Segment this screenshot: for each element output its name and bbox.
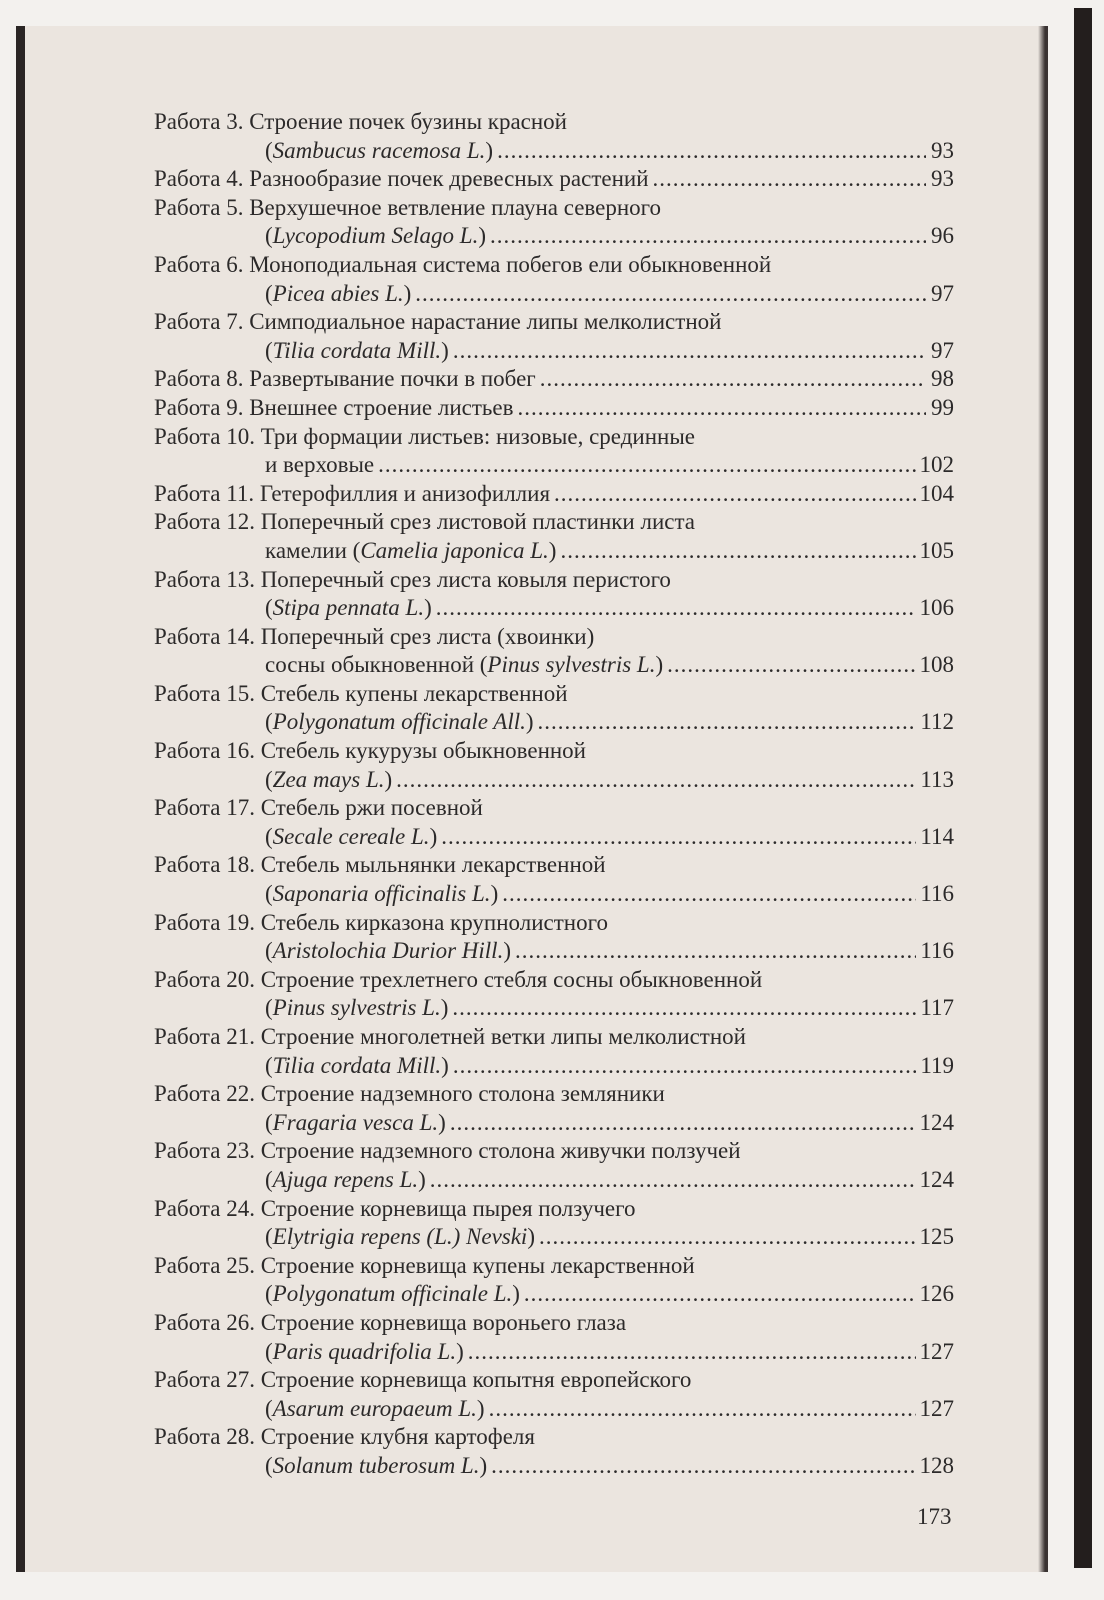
dot-leader: [538, 708, 917, 737]
dot-leader: [396, 766, 916, 795]
toc-page-number: 114: [920, 823, 954, 849]
subtitle-suffix: ): [429, 823, 438, 849]
toc-entry: [154, 1195, 954, 1252]
toc-page-number: 93: [931, 166, 954, 192]
toc-entry: [154, 1137, 954, 1194]
subtitle-suffix: ): [548, 537, 557, 563]
dot-leader: [524, 1280, 916, 1309]
latin-species-name: Picea abies L.: [272, 280, 404, 306]
dot-leader: [540, 365, 926, 394]
toc-entry-title: Работа 14. Поперечный срез листа (хвоинки): [154, 623, 595, 649]
toc-page-number: 99: [931, 394, 954, 420]
dot-leader: [517, 394, 926, 423]
toc-page-number: 104: [919, 480, 954, 506]
dot-leader: [515, 937, 916, 966]
subtitle-prefix: (: [265, 280, 273, 306]
subtitle-suffix: ): [456, 1338, 464, 1364]
toc-page-number: 127: [919, 1395, 954, 1421]
dot-leader: [667, 651, 915, 680]
latin-species-name: Asarum europaeum L.: [272, 1395, 477, 1421]
dot-leader: [441, 823, 916, 852]
toc-line: [154, 1280, 954, 1309]
toc-entry-subtitle: [265, 1338, 464, 1367]
toc-entry: [154, 165, 954, 194]
toc-entry-title: Работа 10. Три формации листьев: низовые, срединные: [154, 423, 695, 449]
dot-leader: [497, 137, 926, 166]
subtitle-suffix: ): [527, 1224, 535, 1250]
toc-entry-title: Работа 15. Стебель купены лекарственной: [154, 680, 568, 706]
toc-line: [154, 1223, 954, 1252]
toc-entry-title: Работа 17. Стебель ржи посевной: [154, 795, 483, 821]
toc-page-number: 93: [931, 137, 954, 163]
toc-page-number: 96: [931, 223, 954, 249]
latin-species-name: Tilia cordata Mill.: [272, 1052, 442, 1078]
toc-entry-subtitle: [265, 651, 663, 680]
book-page: [16, 26, 1048, 1572]
subtitle-prefix: (: [265, 1166, 273, 1192]
subtitle-prefix: (: [265, 1109, 273, 1135]
latin-species-name: Ajuga repens L.: [272, 1166, 419, 1192]
dot-leader: [378, 451, 915, 480]
subtitle-suffix: ): [441, 1052, 449, 1078]
dot-leader: [453, 1052, 917, 1081]
subtitle-suffix: ): [525, 709, 534, 735]
subtitle-prefix: (: [265, 709, 273, 735]
toc-entry-subtitle: [265, 1109, 446, 1138]
dot-leader: [452, 994, 916, 1023]
subtitle-prefix: (: [265, 823, 273, 849]
dot-leader: [502, 880, 916, 909]
latin-species-name: Pinus sylvestris L.: [487, 652, 656, 678]
toc-page-number: 113: [920, 766, 954, 792]
toc-line: [154, 1109, 954, 1138]
toc-line: [154, 222, 954, 251]
toc-line: [154, 1338, 954, 1367]
toc-entry-title: Работа 7. Симподиальное нарастание липы мелколистной: [154, 309, 722, 335]
toc-entry: [154, 423, 954, 480]
toc-entry: [154, 1252, 954, 1309]
toc-line: [154, 137, 954, 166]
toc-line: [154, 823, 954, 852]
dot-leader: [560, 537, 915, 566]
toc-entry: [154, 966, 954, 1023]
toc-line: [154, 651, 954, 680]
dot-leader: [450, 1109, 916, 1138]
toc-entry: [154, 566, 954, 623]
toc-entry-subtitle: [265, 1395, 485, 1424]
toc-line: [154, 165, 954, 194]
toc-entry-title: Работа 24. Строение корневища пырея ползучего: [154, 1195, 636, 1221]
toc-line: [154, 280, 954, 309]
toc-page-number: 108: [919, 652, 954, 678]
subtitle-prefix: (: [265, 223, 273, 249]
dot-leader: [539, 1223, 916, 1252]
latin-species-name: Aristolochia Durior Hill.: [272, 938, 504, 964]
subtitle-suffix: ): [384, 766, 393, 792]
toc-entry-title: Работа 20. Строение трехлетнего стебля сосны обыкновенной: [154, 966, 763, 992]
latin-species-name: Tilia cordata Mill.: [272, 337, 442, 363]
dot-leader: [453, 337, 926, 366]
toc-page-number: 125: [919, 1224, 954, 1250]
latin-species-name: Lycopodium Selago L.: [272, 223, 479, 249]
toc-entry-title: Работа 27. Строение корневища копытня европейского: [154, 1367, 692, 1393]
subtitle-prefix: (: [265, 995, 273, 1021]
toc-entry-title: Работа 11. Гетерофиллия и анизофиллия: [154, 480, 551, 506]
toc-line: [154, 766, 954, 795]
toc-entry: [154, 251, 954, 308]
toc-entry-title: Работа 19. Стебель кирказона крупнолистного: [154, 909, 608, 935]
subtitle-suffix: ): [403, 280, 412, 306]
dot-leader: [468, 1338, 916, 1367]
toc-entry-subtitle: [265, 766, 392, 795]
toc-page-number: 97: [931, 280, 954, 306]
page-number: 173: [917, 1504, 952, 1529]
toc-page-number: 117: [920, 995, 954, 1021]
latin-species-name: Paris quadrifolia L.: [272, 1338, 457, 1364]
toc-entry-title: Работа 21. Строение многолетней ветки липы мелколистной: [154, 1024, 746, 1049]
toc-entry-subtitle: [265, 137, 493, 166]
toc-entry-title: Работа 25. Строение корневища купены лекарственной: [154, 1252, 695, 1278]
subtitle-suffix: ): [503, 938, 511, 964]
toc-entry-title: Работа 23. Строение надземного столона живучки ползучей: [154, 1138, 741, 1164]
toc-line: [154, 451, 954, 480]
toc-line: [154, 937, 954, 966]
toc-entry-title: Работа 6. Моноподиальная система побегов ели обыкновенной: [154, 251, 772, 277]
toc-page-number: 126: [919, 1281, 954, 1307]
subtitle-prefix: (: [265, 938, 273, 964]
subtitle-suffix: ): [512, 1281, 520, 1307]
toc-entry-subtitle: [265, 994, 448, 1023]
toc-entry-subtitle: [265, 337, 449, 366]
toc-entry-subtitle: [265, 1280, 520, 1309]
latin-species-name: Camelia japonica L.: [360, 537, 549, 563]
toc-page-number: 128: [919, 1452, 954, 1478]
subtitle-prefix: (: [265, 337, 273, 363]
subtitle-suffix: ): [440, 995, 449, 1021]
toc-entry-title: Работа 8. Развертывание почки в побег: [154, 366, 536, 392]
toc-line: [154, 594, 954, 623]
latin-species-name: Zea mays L.: [272, 766, 385, 792]
toc-entry-subtitle: [265, 880, 498, 909]
toc-entry: [154, 794, 954, 851]
toc-page-number: 119: [920, 1052, 954, 1078]
toc-entry: [154, 1366, 954, 1423]
dot-leader: [491, 1452, 915, 1481]
toc-entry: [154, 1080, 954, 1137]
toc-page-number: 97: [931, 337, 954, 363]
latin-species-name: Elytrigia repens (L.) Nevski: [272, 1224, 528, 1250]
toc-page-number: 98: [931, 366, 954, 392]
subtitle-suffix: ): [655, 652, 664, 678]
toc-entry: [154, 737, 954, 794]
toc-entry-title: Работа 16. Стебель кукурузы обыкновенной: [154, 738, 586, 764]
dot-leader: [489, 1395, 916, 1424]
subtitle-prefix: сосны обыкновенной (: [265, 652, 488, 678]
subtitle-suffix: ): [479, 1452, 488, 1478]
toc-entry-title: Работа 26. Строение корневища вороньего глаза: [154, 1309, 627, 1335]
toc-entry-subtitle: [265, 823, 437, 852]
toc-entry: [154, 1309, 954, 1366]
dot-leader: [554, 480, 915, 509]
toc-entry-subtitle: [265, 1166, 426, 1195]
toc-entry-subtitle: [265, 1052, 449, 1081]
latin-species-name: Polygonatum officinale L.: [272, 1281, 513, 1307]
toc-page-number: 102: [919, 452, 954, 478]
latin-species-name: Pinus sylvestris L.: [272, 995, 441, 1021]
toc-line: [154, 1166, 954, 1195]
toc-line: [154, 708, 954, 737]
latin-species-name: Solanum tuberosum L.: [272, 1452, 480, 1478]
latin-species-name: Saponaria officinalis L.: [272, 881, 491, 907]
toc-entry: [154, 851, 954, 908]
subtitle-prefix: (: [265, 1395, 273, 1421]
toc-line: [154, 337, 954, 366]
dot-leader: [490, 222, 926, 251]
toc-entry-subtitle: [265, 537, 556, 566]
toc-entry: [154, 308, 954, 365]
latin-species-name: Sambucus racemosa L.: [272, 137, 486, 163]
toc-entry-title: Работа 5. Верхушечное ветвление плауна северного: [154, 194, 662, 220]
latin-species-name: Polygonatum officinale All.: [272, 709, 526, 735]
toc-entry-title: Работа 13. Поперечный срез листа ковыля перистого: [154, 566, 671, 592]
toc-entry: [154, 508, 954, 565]
toc-entry-subtitle: [265, 1223, 535, 1252]
toc-page-number: 124: [919, 1109, 954, 1135]
toc-entry: [154, 108, 954, 165]
toc-entry: [154, 194, 954, 251]
toc-entry-subtitle: [265, 451, 374, 480]
toc-page-number: 105: [919, 537, 954, 563]
dot-leader: [653, 165, 927, 194]
subtitle-suffix: ): [478, 223, 487, 249]
toc-line: [154, 880, 954, 909]
toc-entry-subtitle: [265, 1452, 487, 1481]
subtitle-prefix: (: [265, 766, 273, 792]
toc-entry: [154, 365, 954, 394]
toc-line: [154, 994, 954, 1023]
subtitle-prefix: (: [265, 1052, 273, 1078]
subtitle-suffix: ): [438, 1109, 446, 1135]
toc-page-number: 116: [920, 881, 954, 907]
toc-entry-title: Работа 18. Стебель мыльнянки лекарственной: [154, 852, 606, 878]
toc-entry: [154, 909, 954, 966]
latin-species-name: Secale cereale L.: [272, 823, 430, 849]
subtitle-suffix: ): [476, 1395, 485, 1421]
toc-entry: [154, 623, 954, 680]
subtitle-prefix: (: [265, 881, 273, 907]
toc-page-number: 127: [919, 1338, 954, 1364]
dot-leader: [430, 1166, 916, 1195]
toc-entry: [154, 1423, 954, 1480]
toc-entry: [154, 680, 954, 737]
subtitle-prefix: (: [265, 595, 273, 621]
toc-entry-title: Работа 4. Разнообразие почек древесных растений: [154, 166, 649, 192]
subtitle-suffix: ): [418, 1166, 426, 1192]
subtitle-suffix: ): [485, 137, 494, 163]
toc-line: [154, 365, 954, 394]
toc-line: [154, 537, 954, 566]
subtitle-prefix: камелии (: [265, 537, 361, 563]
subtitle-suffix: ): [490, 881, 499, 907]
toc-page-number: 112: [920, 709, 954, 735]
toc-entry-subtitle: [265, 937, 511, 966]
table-of-contents: [154, 108, 954, 1481]
toc-line: [154, 1395, 954, 1424]
toc-entry-subtitle: [265, 280, 411, 309]
toc-page-number: 124: [919, 1166, 954, 1192]
subtitle-prefix: (: [265, 1452, 273, 1478]
toc-line: [154, 394, 954, 423]
latin-species-name: Fragaria vesca L.: [272, 1109, 439, 1135]
toc-page-number: 106: [919, 595, 954, 621]
toc-entry-title: Работа 3. Строение почек бузины красной: [154, 109, 567, 134]
toc-entry-title: Работа 22. Строение надземного столона земляники: [154, 1081, 665, 1107]
toc-entry-subtitle: [265, 222, 486, 251]
toc-entry-title: Работа 9. Внешнее строение листьев: [154, 394, 514, 420]
latin-species-name: Stipa pennata L.: [272, 595, 425, 621]
toc-line: [154, 480, 954, 509]
subtitle-suffix: ): [424, 595, 432, 621]
toc-entry: [154, 394, 954, 423]
toc-entry-title: Работа 12. Поперечный срез листовой пластинки листа: [154, 509, 696, 535]
toc-page-number: 116: [920, 938, 954, 964]
subtitle-prefix: (: [265, 1224, 273, 1250]
toc-line: [154, 1452, 954, 1481]
toc-line: [154, 1052, 954, 1081]
book-spine-shadow: [1074, 8, 1092, 1568]
subtitle-prefix: (: [265, 137, 273, 163]
subtitle-prefix: (: [265, 1281, 273, 1307]
toc-entry: [154, 1023, 954, 1080]
dot-leader: [415, 280, 926, 309]
subtitle-prefix: и верховые: [265, 452, 375, 478]
toc-entry-subtitle: [265, 594, 432, 623]
toc-entry: [154, 480, 954, 509]
subtitle-suffix: ): [441, 337, 449, 363]
dot-leader: [436, 594, 916, 623]
subtitle-prefix: (: [265, 1338, 273, 1364]
toc-entry-subtitle: [265, 708, 534, 737]
toc-entry-title: Работа 28. Строение клубня картофеля: [154, 1424, 535, 1450]
